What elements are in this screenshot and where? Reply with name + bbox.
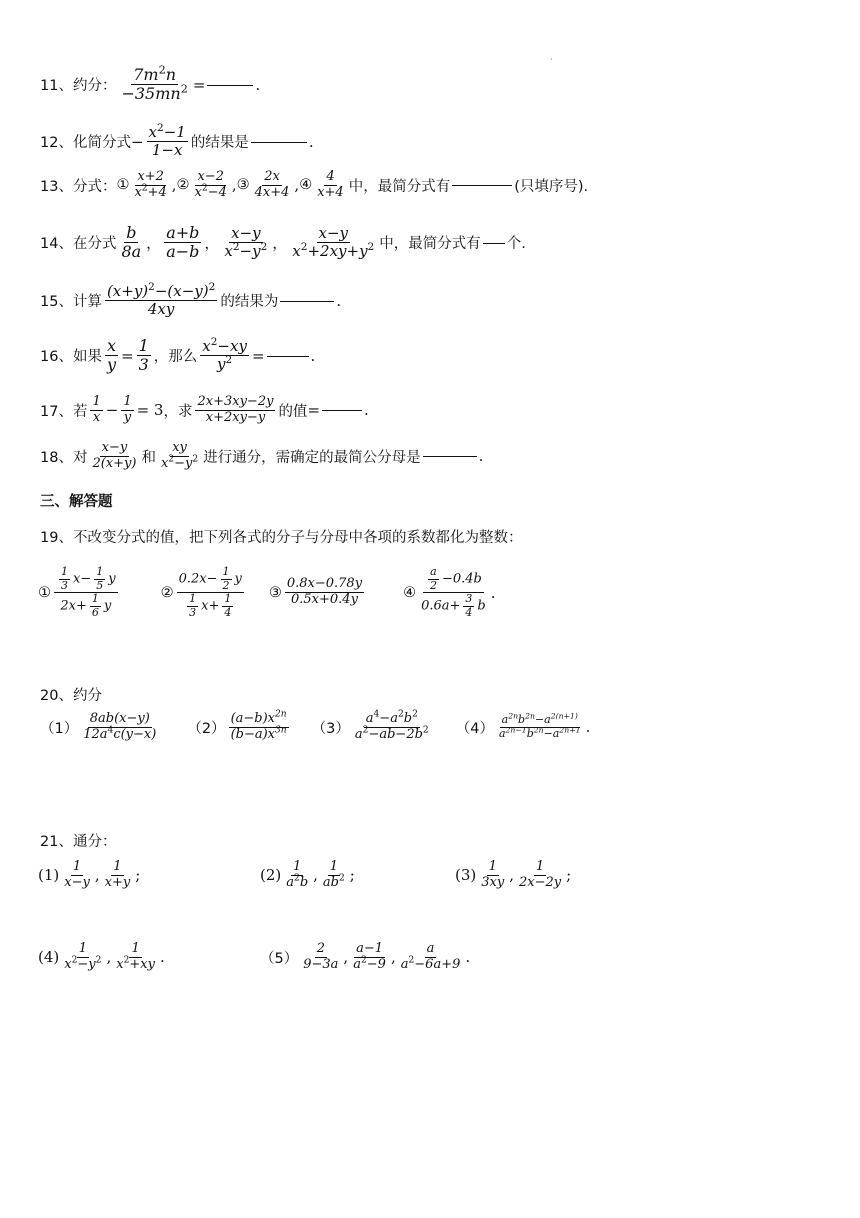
answer-blank[interactable] (207, 84, 253, 86)
question-19-items: ① $\frac{1}{3}$ x− $\frac{1}{5}$ y 2x+ $\frac{1}{6}$ y ② 0.2x− $\frac{1}{2}$ y $\frac{1}{3}$ x+ $\frac{1}{4}$ ③ 0.8x−0.78y 0.5x+0.4y ④ $\frac{a}{2}$ −0.4b 0.6a+ $\frac{3}{4}$ b . (38, 565, 496, 619)
answer-blank[interactable] (267, 355, 309, 357)
answer-blank[interactable] (251, 141, 307, 143)
worksheet-page: · 11、 约分： $\frac{7m^2n}{-35mn^2}$ = . 12、 化简分式 − $\frac{x^2-1}{1-x}$ 的结果是 . 13、 分式： ① x+2 $x^2+4$ , ② x−2 $x^2-4$ , ③ 2x 4x+4 , ④ 4 x+4 中，最简分式有 (只填序号). 14、 在分式 b 8a ， a+b a−b ， x−y $x^2-y^2$ ， x−y $x^2+2xy+y^2$ 中，最简分式有 个. 15、 计算 $(x+y)^2-(x-y)^2$ 4xy 的结果为 . 16、 如果 $\frac{x}{y}$ = $\frac{1}{3}$ ，那么 $\frac{x^2-xy}{y^2}$ = . 17、 若 1 x − $\frac{1}{y}$ = 3 ，求 2x+3xy−2y x+2xy−y 的值 = . 18、 对 x−y 2(x+y) 和 xy $x^2-y^2$ 进行通分，需确定的最简公分母是 . 三、解答题 19、 不改变分式的值，把下列各式的分子与分母中各项的系数都化为整数： ① $\frac{1}{3}$ x− $\frac{1}{5}$ y 2x+ $\frac{1}{6}$ y ② 0.2x− $\frac{1}{2}$ y $\frac{1}{3}$ x+ $\frac{1}{4}$ ③ 0.8x−0.78y 0.5x+0.4y ④ $\frac{a}{2}$ −0.4b 0.6a+ $\frac{3}{4}$ b . 20、 约分 （1） 8ab(x−y) $12a^4c(y-x)$ （2） $(a-b)x^{2n}$ $(b-a)x^{3n}$ （3） $a^4-a^2b^2$ $a^2-ab-2b^2$ （4） $a^{2n}b^{2n}-a^{2(n+1)}$ $a^{2n-1}b^{2n}-a^{2n+1}$ . 21、 通分： (1) 1 x−y , 1 x+y ; (2) 1 $a^2b$ , 1 $ab^2$ ; (3) 1 3xy , 1 2x−2y ; (4) 1 $x^2-y^2$ , 1 $x^2+xy$ . （5） 2 9−3a , a−1 $a^2-9$ , a $a^2-6a+9$ . (38, 55, 591, 972)
answer-blank[interactable] (452, 184, 512, 186)
fraction-q12: $\frac{x^2-1}{1-x}$ (148, 122, 186, 160)
question-21-item-4: (4) 1 $x^2-y^2$ , 1 $x^2+xy$ . (38, 941, 165, 972)
question-21-item-1: (1) 1 x−y , 1 x+y ; (38, 859, 141, 890)
question-21-item-5: （5） 2 9−3a , a−1 $a^2-9$ , a $a^2-6a+9$ . (260, 941, 471, 972)
question-19: 19、 不改变分式的值，把下列各式的分子与分母中各项的系数都化为整数： (40, 530, 523, 546)
question-16: 16、 如果 $\frac{x}{y}$ = $\frac{1}{3}$ ，那么 $\frac{x^2-xy}{y^2}$ = . (40, 336, 316, 375)
section-heading: 三、解答题 (40, 494, 113, 510)
question-18: 18、 对 x−y 2(x+y) 和 xy $x^2-y^2$ 进行通分，需确定的最简公分母是 . (40, 440, 484, 471)
fraction-q11: $\frac{7m^2n}{-35mn^2}$ (121, 63, 188, 104)
answer-blank[interactable] (280, 300, 334, 302)
question-13: 13、 分式： ① x+2 $x^2+4$ , ② x−2 $x^2-4$ , ③ 2x 4x+4 , ④ 4 x+4 中，最简分式有 (只填序号). (40, 169, 589, 200)
question-21: 21、 通分： (40, 834, 117, 850)
question-21-item-3: (3) 1 3xy , 1 2x−2y ; (455, 859, 572, 890)
question-12: 12、 化简分式 − $\frac{x^2-1}{1-x}$ 的结果是 . (40, 122, 314, 160)
question-14: 14、 在分式 b 8a ， a+b a−b ， x−y $x^2-y^2$ ， x−y $x^2+2xy+y^2$ 中，最简分式有 个. (40, 223, 526, 262)
question-17: 17、 若 1 x − $\frac{1}{y}$ = 3 ，求 2x+3xy−2y x+2xy−y 的值 = . (40, 394, 369, 425)
question-20: 20、 约分 (40, 688, 102, 704)
answer-blank[interactable] (423, 455, 477, 457)
answer-blank[interactable] (483, 242, 505, 244)
question-20-items: （1） 8ab(x−y) $12a^4c(y-x)$ （2） $(a-b)x^{2n}$ $(b-a)x^{3n}$ （3） $a^4-a^2b^2$ $a^2-ab-2b^2$ （4） $a^{2n}b^{2n}-a^{2(n+1)}$ $a^{2n-1}b^{2n}-a^{2n+1}$ . (40, 709, 591, 742)
question-21-item-2: (2) 1 $a^2b$ , 1 $ab^2$ ; (260, 859, 355, 890)
question-15: 15、 计算 $(x+y)^2-(x-y)^2$ 4xy 的结果为 . (40, 281, 342, 319)
question-11: 11、 约分： $\frac{7m^2n}{-35mn^2}$ = . (40, 63, 261, 104)
answer-blank[interactable] (322, 409, 362, 411)
